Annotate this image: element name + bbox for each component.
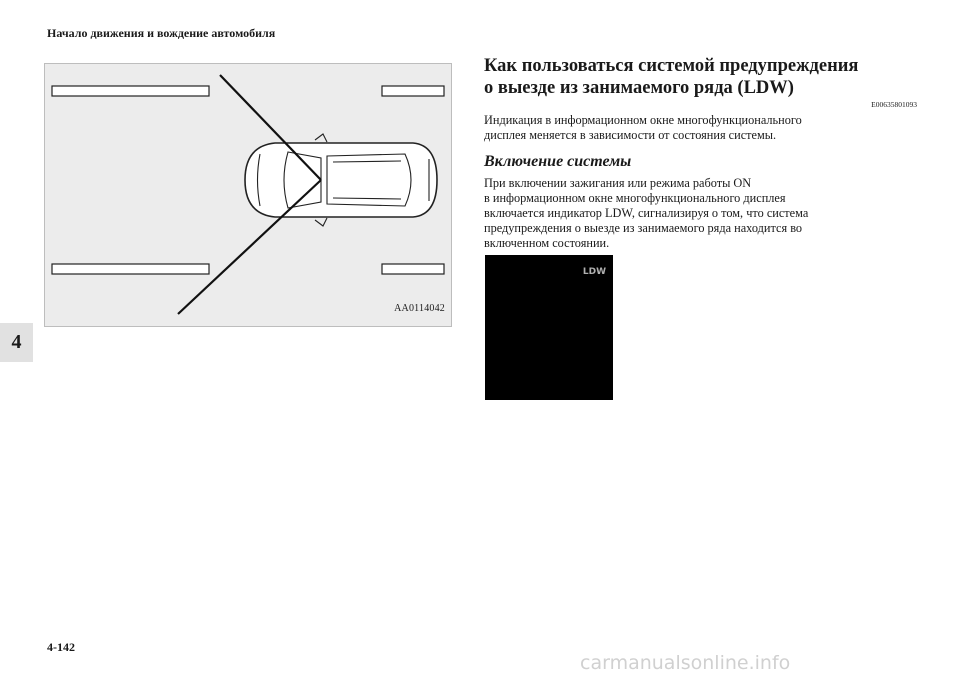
chapter-tab <box>0 323 33 362</box>
section-code: E00635801093 <box>871 100 917 109</box>
multifunction-display <box>485 255 613 400</box>
subsection-line-2: в информационном окне многофункционального дисплея <box>484 191 786 205</box>
subsection-paragraph <box>484 176 864 251</box>
section-title-line-1: Как пользоваться системой предупреждения <box>484 56 859 76</box>
intro-line-2: дисплея меняется в зависимости от состояния системы. <box>484 128 777 142</box>
intro-line-1: Индикация в информационном окне многофункционального <box>484 113 802 127</box>
intro-paragraph <box>484 113 864 143</box>
subsection-line-5: включенном состоянии. <box>484 236 610 250</box>
car-top-view-icon <box>245 134 437 226</box>
chapter-tab-number: 4 <box>11 331 22 353</box>
subsection-line-3: включается индикатор LDW, сигнализируя о том, что система <box>484 206 809 220</box>
ldw-indicator: LDW <box>582 267 606 277</box>
section-title <box>484 55 904 99</box>
lane-marking-bottom-right <box>382 264 444 274</box>
running-header: Начало движения и вождение автомобиля <box>47 26 276 40</box>
subsection-title: Включение системы <box>484 153 632 170</box>
subsection-line-4: предупреждения о выезде из занимаемого ряда находится во <box>484 221 803 235</box>
lane-marking-top-right <box>382 86 444 96</box>
figure-code: AA0114042 <box>394 303 445 314</box>
ldw-camera-figure <box>44 63 452 327</box>
section-title-line-2: о выезде из занимаемого ряда (LDW) <box>484 78 794 98</box>
subsection-line-1: При включении зажигания или режима работы ON <box>484 176 752 190</box>
watermark: carmanualsonline.info <box>580 652 791 674</box>
ldw-illustration <box>45 64 453 328</box>
lane-marking-bottom-left <box>52 264 209 274</box>
lane-marking-top-left <box>52 86 209 96</box>
page-number: 4-142 <box>47 640 75 654</box>
